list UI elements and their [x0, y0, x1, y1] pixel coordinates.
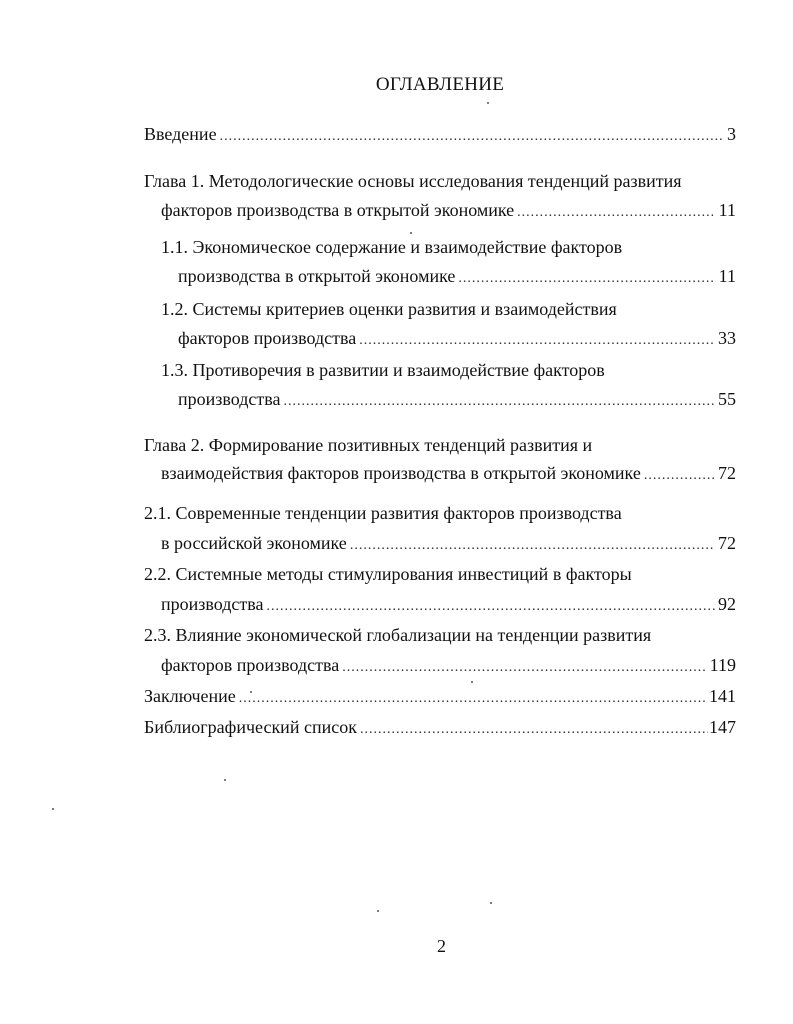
toc-leader-dots [458, 271, 715, 287]
toc-page-number: 11 [718, 266, 736, 286]
toc-entry-conclusion [144, 686, 736, 710]
toc-entry-label: Заключение [144, 686, 236, 706]
toc-entry-label: факторов производства в открытой экономике [161, 200, 515, 220]
toc-entry-label: Библиографический список [144, 717, 357, 737]
page-number: 2 [437, 936, 446, 956]
scan-speck [487, 102, 489, 104]
toc-entry-chapter-2 [161, 463, 736, 487]
toc-page-number: 147 [709, 717, 736, 737]
toc-section-1-3-title: 1.3. Противоречия в развитии и взаимодействие факторов [161, 360, 605, 380]
toc-page-number: 72 [718, 463, 736, 483]
toc-leader-dots [267, 599, 716, 615]
toc-entry-section-2-2 [161, 594, 736, 618]
scan-speck [471, 681, 473, 683]
toc-leader-dots [220, 129, 724, 145]
toc-leader-dots [239, 691, 706, 707]
toc-entry-section-1-1 [178, 266, 736, 290]
toc-entry-label: факторов производства [178, 328, 357, 348]
toc-entry-intro [144, 124, 736, 148]
toc-entry-label: в российской экономике [161, 533, 347, 553]
toc-section-2-2-title: 2.2. Системные методы стимулирования инвестиций в факторы [144, 564, 632, 584]
toc-chapter-1-title: Глава 1. Методологические основы исследования тенденций развития [144, 171, 682, 191]
toc-entry-label: производства в открытой экономике [178, 266, 456, 286]
toc-leader-dots [350, 538, 715, 554]
scan-speck [250, 691, 252, 693]
page-title: ОГЛАВЛЕНИЕ [375, 74, 505, 95]
toc-entry-chapter-1 [161, 200, 736, 224]
toc-page-number: 92 [718, 594, 736, 614]
scan-speck [490, 902, 492, 904]
scan-speck [52, 808, 54, 810]
toc-entry-section-2-3 [161, 655, 736, 679]
toc-page-number: 55 [718, 389, 736, 409]
toc-entry-label: факторов производства [161, 655, 340, 675]
toc-section-2-1-title: 2.1. Современные тенденции развития факторов производства [144, 503, 622, 523]
toc-leader-dots [284, 394, 716, 410]
toc-page-number: 72 [718, 533, 736, 553]
toc-entry-section-1-3 [178, 389, 736, 413]
toc-entry-section-2-1 [161, 533, 736, 557]
toc-entry-label: производства [178, 389, 281, 409]
toc-leader-dots [644, 468, 715, 484]
toc-leader-dots [517, 205, 715, 221]
toc-entry-section-1-2 [178, 328, 736, 352]
toc-section-1-2-title: 1.2. Системы критериев оценки развития и взаимодействия [161, 299, 617, 319]
toc-leader-dots [342, 660, 706, 676]
toc-section-1-1-title: 1.1. Экономическое содержание и взаимодействие факторов [161, 237, 623, 257]
toc-entry-label: Введение [144, 124, 217, 144]
scan-speck [377, 910, 379, 912]
toc-chapter-2-title: Глава 2. Формирование позитивных тенденций развития и [144, 435, 593, 455]
toc-page-number: 3 [727, 124, 736, 144]
scan-speck [224, 779, 226, 781]
toc-entry-bibliography [144, 717, 736, 741]
toc-leader-dots [359, 333, 715, 349]
toc-page-number: 141 [709, 686, 736, 706]
toc-page-number: 119 [709, 655, 736, 675]
toc-leader-dots [360, 722, 708, 738]
toc-page-number: 11 [718, 200, 736, 220]
toc-entry-label: взаимодействия факторов производства в открытой экономике [161, 463, 641, 483]
scan-speck [410, 232, 412, 234]
toc-page-number: 33 [718, 328, 736, 348]
toc-section-2-3-title: 2.3. Влияние экономической глобализации на тенденции развития [144, 625, 652, 645]
toc-entry-label: производства [161, 594, 264, 614]
